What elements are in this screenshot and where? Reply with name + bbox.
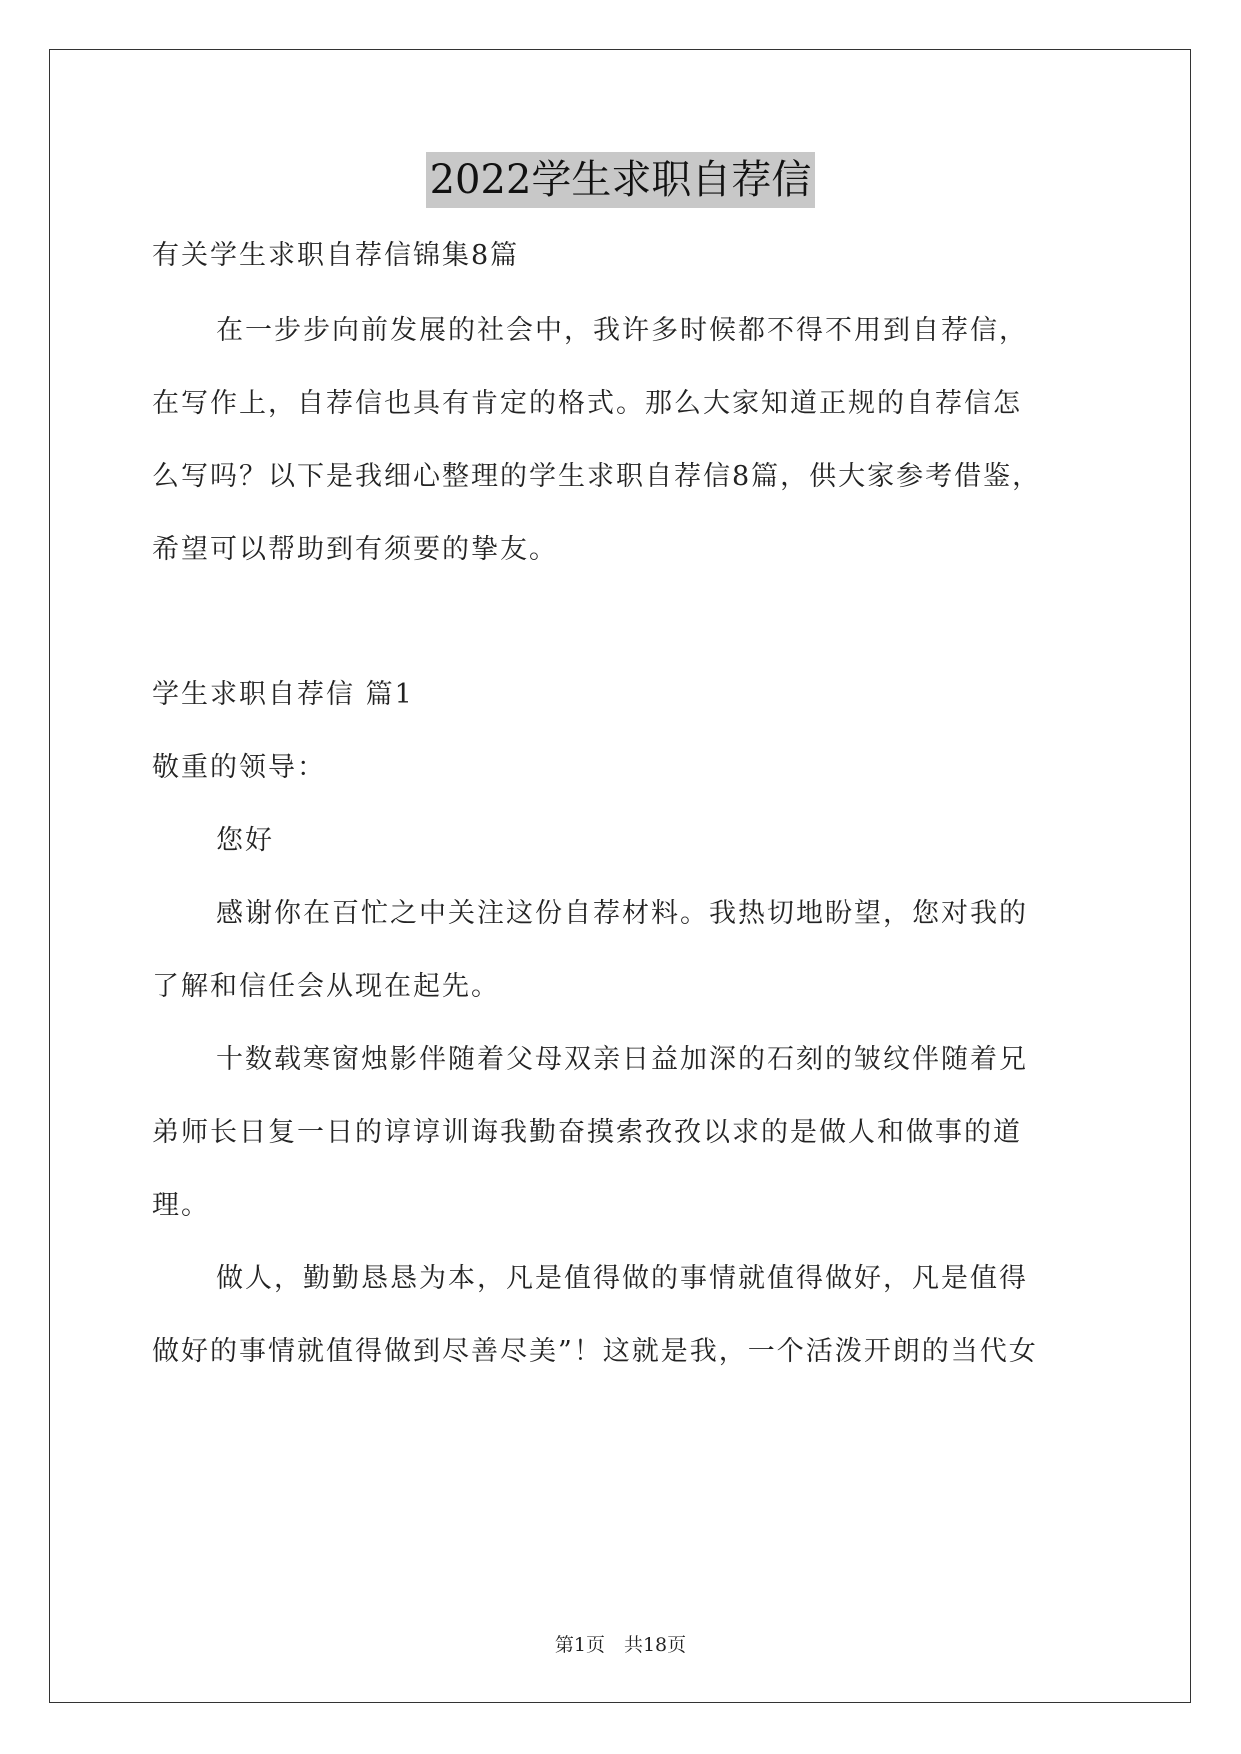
salutation: 敬重的领导： <box>152 752 326 783</box>
title-container <box>0 152 1241 208</box>
greeting: 您好 <box>216 825 274 856</box>
page-border <box>49 49 1191 1703</box>
section-heading: 学生求职自荐信 篇1 <box>152 679 414 710</box>
body-line: 做人，勤勤恳恳为本，凡是值得做的事情就值得做好，凡是值得 <box>216 1263 1028 1294</box>
body-line: 做好的事情就值得做到尽善尽美”！这就是我，一个活泼开朗的当代女 <box>152 1336 1038 1367</box>
body-line: 感谢你在百忙之中关注这份自荐材料。我热切地盼望，您对我的 <box>216 898 1028 929</box>
page-number: 第1页 共18页 <box>554 1634 687 1656</box>
intro-line: 在一步步向前发展的社会中，我许多时候都不得不用到自荐信， <box>216 315 1028 346</box>
body-line: 十数载寒窗烛影伴随着父母双亲日益加深的石刻的皱纹伴随着兄 <box>216 1044 1028 1075</box>
intro-line: 在写作上，自荐信也具有肯定的格式。那么大家知道正规的自荐信怎 <box>152 388 1022 419</box>
subtitle: 有关学生求职自荐信锦集8篇 <box>152 240 520 271</box>
body-line: 理。 <box>152 1190 210 1221</box>
intro-line: 么写吗？以下是我细心整理的学生求职自荐信8篇，供大家参考借鉴， <box>152 461 1042 492</box>
body-line: 弟师长日复一日的谆谆训诲我勤奋摸索孜孜以求的是做人和做事的道 <box>152 1117 1022 1148</box>
document-title: 2022学生求职自荐信 <box>426 152 816 208</box>
body-line: 了解和信任会从现在起先。 <box>152 971 500 1002</box>
intro-line: 希望可以帮助到有须要的挚友。 <box>152 534 558 565</box>
